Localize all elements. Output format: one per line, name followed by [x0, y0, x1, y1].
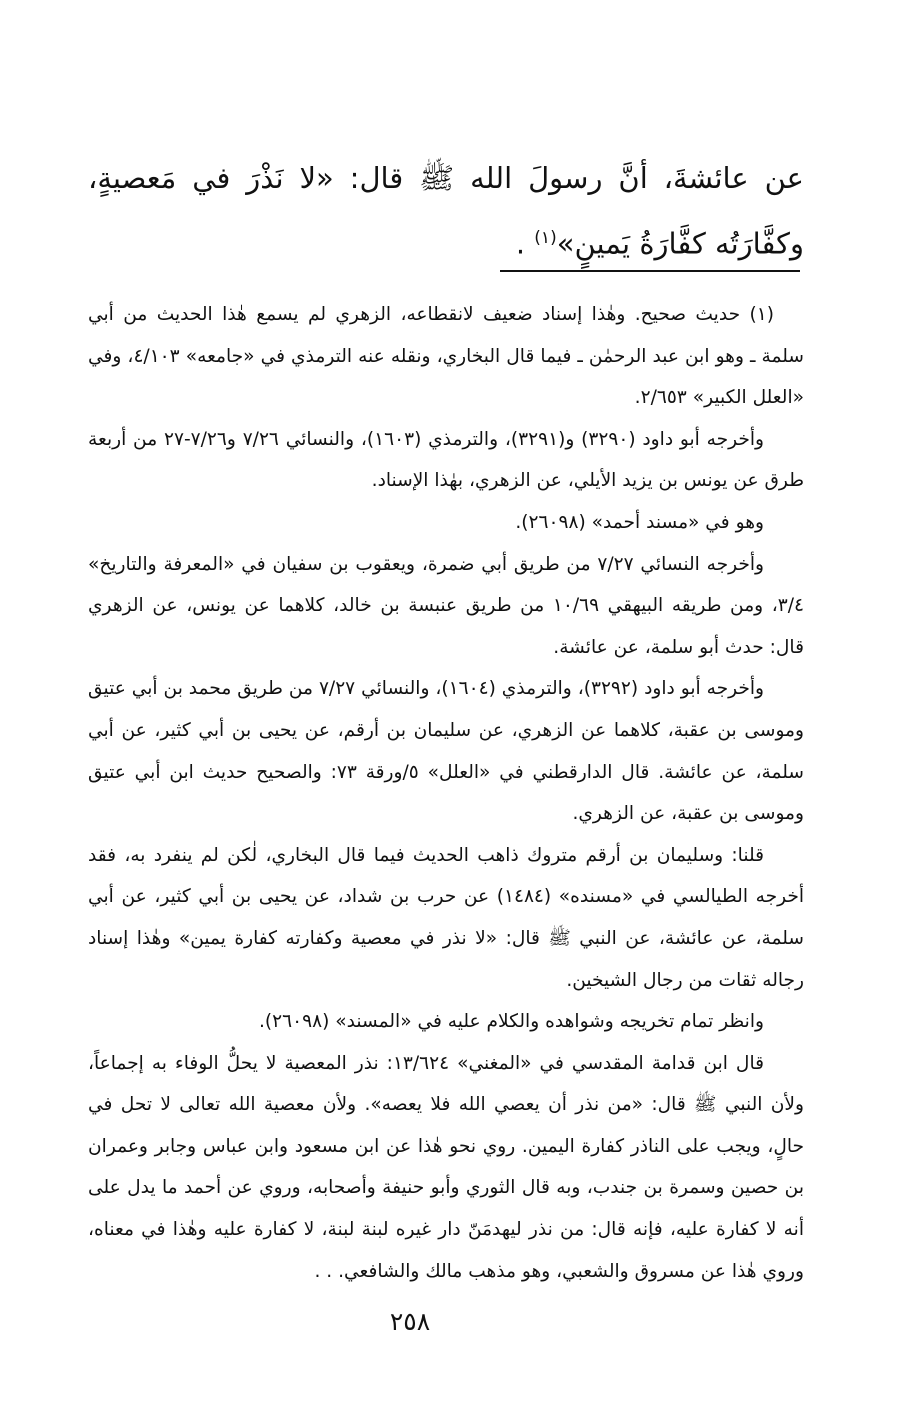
hadith-text [88, 148, 804, 274]
footnote-paragraph: قال ابن قدامة المقدسي في «المغني» ١٣/٦٢٤: نذر المعصية لا يحلُّ الوفاء به إجماعاً، ولأن النبي ﷺ قال: «من نذر أن يعصي الله فلا يعصه». ولأن معصية الله تعالى لا تحل في حالٍ، ويجب على الناذر كفارة اليمين. روي نحو هٰذا عن ابن مسعود وابن عباس وجابر وعمران بن حصين وسمرة بن جندب، وبه قال الثوري وأبو حنيفة وأصحابه، وروي عن أحمد ما يدل على أنه لا كفارة عليه، فإنه قال: من نذر ليهدمَنّ دار غيره لبنة لبنة، لا كفارة عليه وهٰذا في معناه، وروي هٰذا عن مسروق والشعبي، وهو مذهب مالك والشافعي. . . [88, 1052, 804, 1282]
footnote-paragraph: قلنا: وسليمان بن أرقم متروك ذاهب الحديث فيما قال البخاري، لٰكن لم ينفرد به، فقد أخرجه الطيالسي في «مسنده» (١٤٨٤) عن حرب بن شداد، عن يحيى بن أبي كثير، عن أبي سلمة، عن عائشة، عن النبي ﷺ قال: «لا نذر في معصية وكفارته كفارة يمين» وهٰذا إسناد رجاله ثقات من رجال الشيخين. [88, 844, 804, 991]
hadith-paragraph [88, 148, 804, 274]
page-number: ٢٥٨ [389, 1307, 431, 1336]
footnote-paragraph: وأخرجه أبو داود (٣٢٩٢)، والترمذي (١٦٠٤)، والنسائي ٧/٢٧ من طريق محمد بن أبي عتيق وموسى بن عقبة، كلاهما عن الزهري، عن سليمان بن أرقم، عن يحيى بن أبي كثير، عن أبي سلمة، عن عائشة. قال الدارقطني في «العلل» ٥/ورقة ٧٣: والصحيح حديث ابن أبي عتيق وموسى بن عقبة، عن الزهري. [88, 678, 804, 825]
footnote-reference: (١) [534, 228, 557, 248]
hadith-end-punctuation: . [515, 226, 526, 261]
footnote-divider [500, 270, 800, 272]
footnote-paragraph: وهو في «مسند أحمد» (٢٦٠٩٨). [515, 511, 764, 533]
footnotes-section [88, 294, 804, 1292]
hadith-body: عن عائشةَ، أنَّ رسولَ الله ﷺ قال: «لا نَذْرَ في مَعصيةٍ، وكفَّارَتُه كفَّارَةُ يَمينٍ» [88, 161, 804, 261]
footnote-paragraph: وأخرجه النسائي ٧/٢٧ من طريق أبي ضمرة، ويعقوب بن سفيان في «المعرفة والتاريخ» ٣/٤، ومن طريقه البيهقي ١٠/٦٩ من طريق عنبسة بن خالد، كلاهما عن يونس، عن الزهري قال: حدث أبو سلمة، عن عائشة. [88, 553, 805, 658]
footnote-paragraph: وانظر تمام تخريجه وشواهده والكلام عليه في «المسند» (٢٦٠٩٨). [259, 1011, 764, 1033]
footnote-paragraph: وأخرجه أبو داود (٣٢٩٠) و(٣٢٩١)، والترمذي (١٦٠٣)، والنسائي ٧/٢٦ و٧/٢٦-٢٧ من أربعة طرق عن يونس بن يزيد الأيلي، عن الزهري، بهٰذا الإسناد. [88, 428, 804, 492]
footnote-paragraph: (١) حديث صحيح. وهٰذا إسناد ضعيف لانقطاعه، الزهري لم يسمع هٰذا الحديث من أبي سلمة ـ وهو ابن عبد الرحمٰن ـ فيما قال البخاري، ونقله عنه الترمذي في «جامعه» ٤/١٠٣، وفي «العلل الكبير» ٢/٦٥٣. [88, 304, 804, 409]
